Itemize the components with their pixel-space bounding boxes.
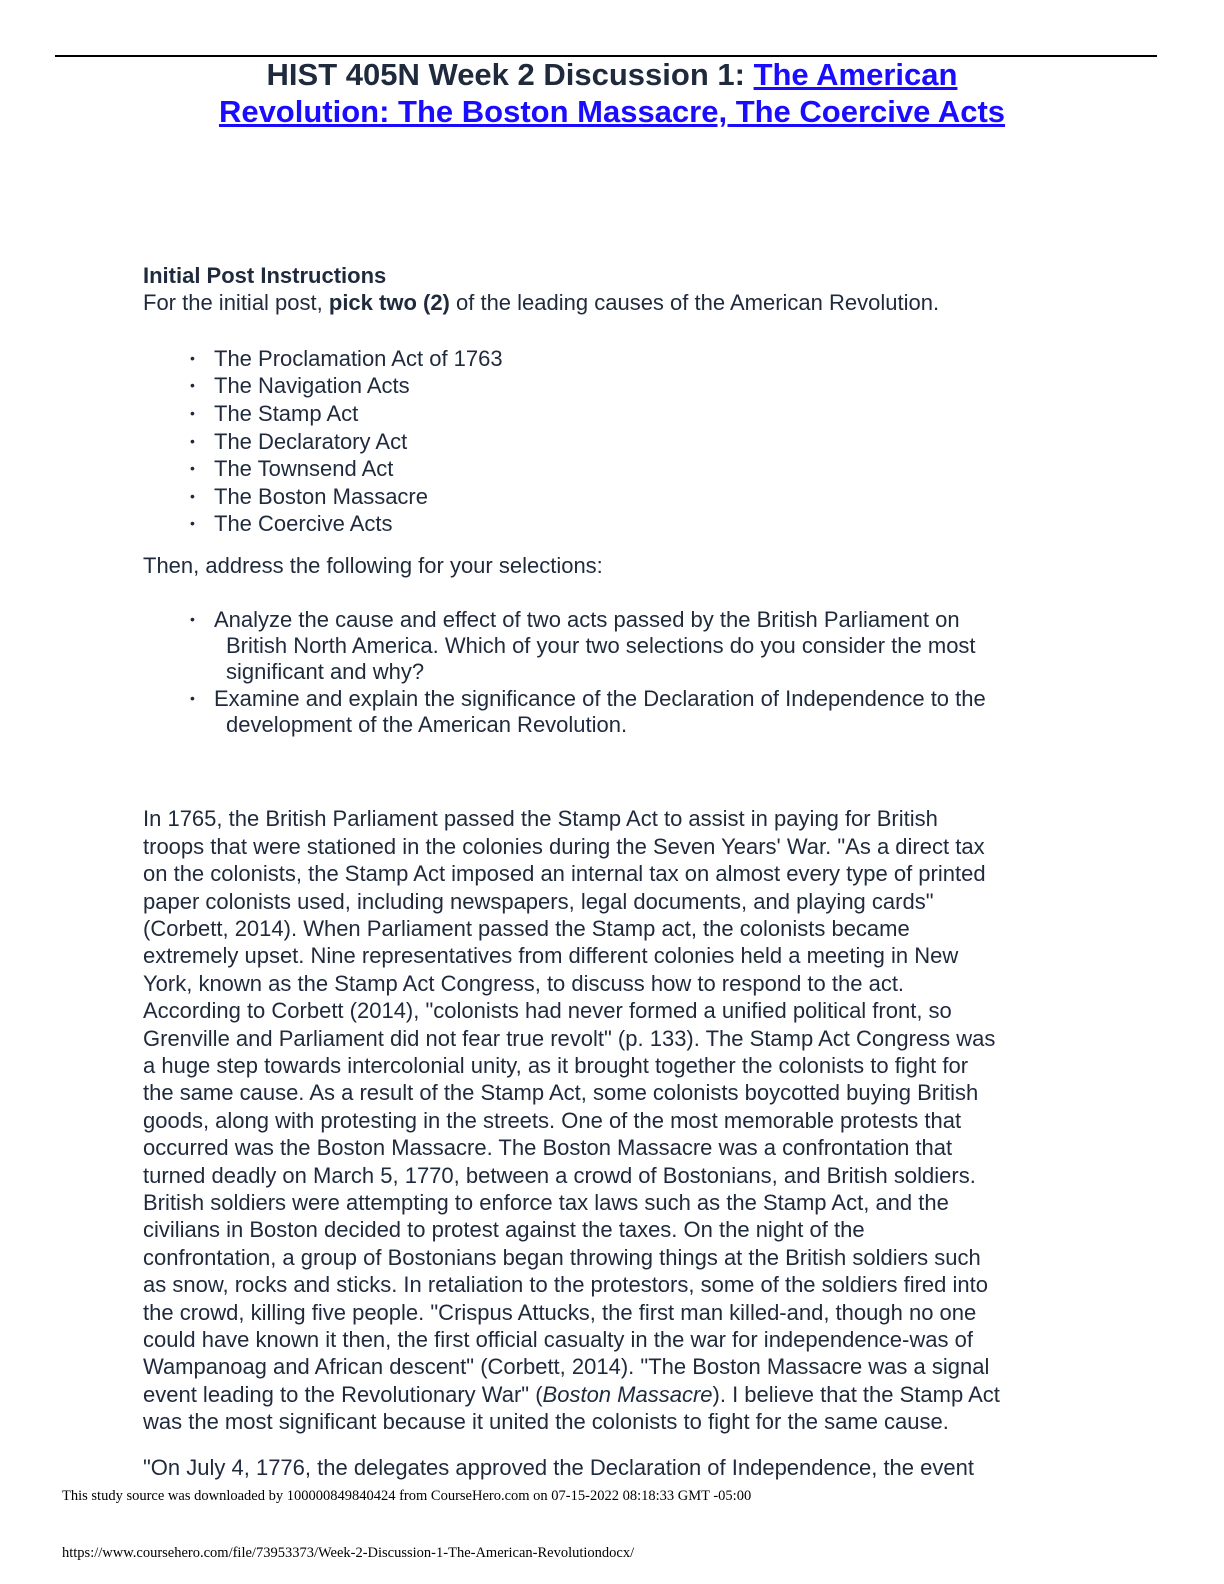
bullet-icon: • [190, 377, 195, 394]
text-segment: event leading to the Revolutionary War" ( [143, 1381, 543, 1407]
cause-text: The Declaratory Act [214, 428, 408, 454]
italic-citation: Boston Massacre [542, 1381, 713, 1407]
text-line: the crowd, killing five people. "Crispus Attucks, the first man killed-and, though no one [143, 1299, 977, 1325]
bullet-icon: • [190, 405, 195, 421]
causes-list [143, 345, 1083, 538]
cause-text: The Townsend Act [214, 456, 394, 482]
text-line [143, 1381, 1083, 1408]
list-item [143, 510, 1083, 538]
text-line: turned deadly on March 5, 1770, between a crowd of Bostonians, and British soldiers. [143, 1162, 976, 1188]
list-item [143, 400, 1083, 428]
text-line: paper colonists used, including newspapers, legal documents, and playing cards" [143, 888, 934, 914]
intro-after: of the leading causes of the American Revolution. [449, 290, 940, 316]
text-line: In 1765, the British Parliament passed the Stamp Act to assist in paying for British [143, 806, 938, 832]
text-line: on the colonists, the Stamp Act imposed an internal tax on almost every type of printed [143, 861, 986, 887]
title-prefix: HIST 405N Week 2 Discussion 1: [266, 57, 754, 92]
cause-text: The Stamp Act [214, 401, 359, 426]
section-heading: Initial Post Instructions [143, 263, 387, 288]
text-line: occurred was the Boston Massacre. The Boston Massacre was a confrontation that [143, 1135, 953, 1161]
bullet-icon: • [190, 460, 195, 477]
bullet-icon: • [190, 515, 195, 532]
text-line: Grenville and Parliament did not fear true revolt" (p. 133). The Stamp Act Congress was [143, 1025, 996, 1051]
title-link-line1[interactable]: The American [753, 57, 958, 92]
cause-text: The Boston Massacre [214, 483, 428, 509]
text-line: British soldiers were attempting to enforce tax laws such as the Stamp Act, and the [143, 1190, 949, 1216]
download-notice: This study source was downloaded by 100000849840424 from CourseHero.com on 07-15-2022 08:18:33 GMT -05:00 [62, 1488, 752, 1504]
intro-before: For the initial post, [143, 290, 329, 316]
text-line: was the most significant because it united the colonists to fight for the same cause. [143, 1409, 949, 1435]
intro-text [143, 289, 1083, 316]
task-cont-line: significant and why? [226, 658, 425, 684]
bullet-icon: • [190, 432, 195, 449]
list-item [143, 686, 1083, 737]
text-line: York, known as the Stamp Act Congress, to discuss how to respond to the act. [143, 970, 905, 996]
source-url[interactable]: https://www.coursehero.com/file/73953373/Week-2-Discussion-1-The-American-Revolutiondocx/ [62, 1545, 635, 1561]
text-line: extremely upset. Nine representatives from different colonies held a meeting in New [143, 943, 959, 969]
list-item [143, 483, 1083, 511]
text-line: civilians in Boston decided to protest against the taxes. On the night of the [143, 1217, 865, 1243]
text-line: a huge step towards intercolonial unity, as it brought together the colonists to fight for [143, 1053, 969, 1078]
text-line: as snow, rocks and sticks. In retaliation to the protestors, some of the soldiers fired into [143, 1272, 988, 1298]
bullet-icon: • [190, 690, 195, 707]
text-line: the same cause. As a result of the Stamp Act, some colonists boycotted buying British [143, 1080, 979, 1106]
intro-bold: pick two (2) [328, 290, 450, 316]
list-item [143, 607, 1083, 684]
document-title [90, 56, 1134, 130]
text-line: Wampanoag and African descent" (Corbett, 2014). "The Boston Massacre was a signal [143, 1354, 990, 1380]
text-segment: ). I believe that the Stamp Act [712, 1381, 1000, 1407]
then-text: Then, address the following for your selections: [143, 552, 603, 578]
cause-text: The Navigation Acts [214, 373, 410, 399]
bullet-icon: • [190, 611, 195, 628]
paragraph-1 [143, 805, 1083, 1435]
text-line: "On July 4, 1776, the delegates approved the Declaration of Independence, the event [143, 1454, 974, 1480]
list-item [143, 345, 1083, 373]
list-item [143, 372, 1083, 400]
tasks-list [143, 607, 1083, 737]
text-line: could have known it then, the first official casualty in the war for independence-was of [143, 1327, 973, 1353]
text-line: (Corbett, 2014). When Parliament passed the Stamp act, the colonists became [143, 915, 910, 941]
text-line: According to Corbett (2014), "colonists had never formed a unified political front, so [143, 998, 952, 1024]
text-line: goods, along with protesting in the streets. One of the most memorable protests that [143, 1107, 962, 1133]
task-first-line: Examine and explain the significance of the Declaration of Independence to the [214, 686, 986, 712]
document-body [143, 262, 1083, 1481]
cause-text: The Coercive Acts [214, 511, 393, 537]
bullet-icon: • [190, 349, 195, 366]
task-cont-line: British North America. Which of your two selections do you consider the most [226, 632, 976, 658]
list-item [143, 455, 1083, 483]
text-line: troops that were stationed in the colonies during the Seven Years' War. "As a direct tax [143, 833, 985, 859]
task-first-line: Analyze the cause and effect of two acts passed by the British Parliament on [214, 607, 960, 633]
bullet-icon: • [190, 487, 195, 504]
text-line: confrontation, a group of Bostonians began throwing things at the British soldiers such [143, 1244, 981, 1270]
cause-text: The Proclamation Act of 1763 [214, 345, 503, 371]
task-cont-line: development of the American Revolution. [226, 711, 628, 737]
list-item [143, 428, 1083, 456]
title-link-line2[interactable]: Revolution: The Boston Massacre, The Coercive Acts [218, 94, 1006, 129]
paragraph-2 [143, 1454, 1083, 1481]
